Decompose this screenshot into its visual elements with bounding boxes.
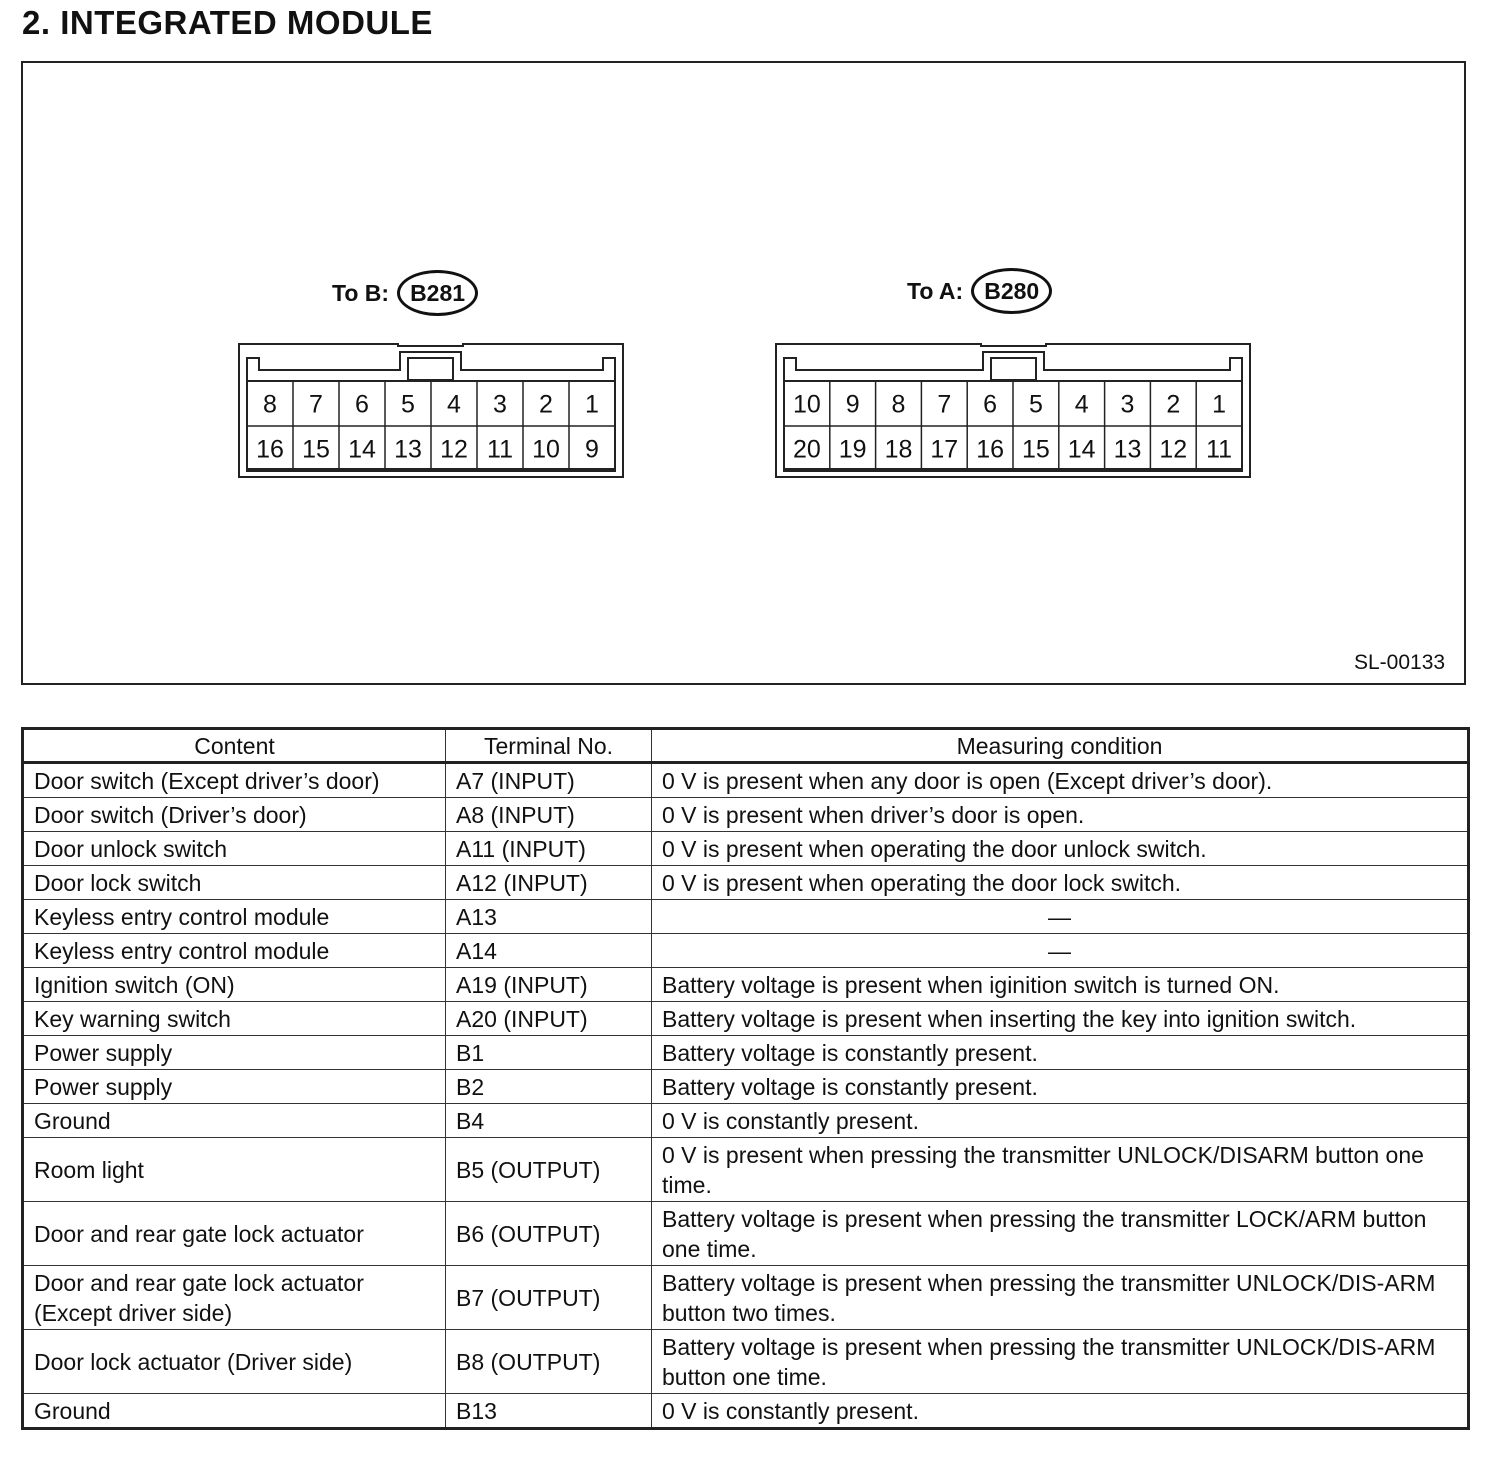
cell-terminal: A13 [446,900,652,934]
cell-terminal: B6 (OUTPUT) [446,1202,652,1266]
cell-condition: Battery voltage is present when iginition switch is turned ON. [652,968,1469,1002]
connector-b-code: B281 [397,270,478,316]
connector-b-latch [408,358,453,380]
connector-a-pin-number: 11 [1206,435,1233,464]
connector-b-pin-number: 3 [493,390,507,419]
cell-content: Power supply [23,1070,446,1104]
connector-a-pin-number: 7 [937,390,952,419]
cell-terminal: A20 (INPUT) [446,1002,652,1036]
cell-terminal: A19 (INPUT) [446,968,652,1002]
connector-a-pin-number: 6 [983,390,998,419]
connector-a-pin-number: 10 [792,390,821,419]
connector-b-pin-number: 5 [401,390,415,419]
connector-b-pin-number: 7 [309,390,323,419]
table-row [23,1002,1469,1036]
connector-b-prefix: To B: [332,279,390,306]
connector-a-pin-number: 17 [930,435,959,464]
table-row [23,1394,1469,1429]
table-row [23,934,1469,968]
cell-condition: 0 V is present when any door is open (Except driver’s door). [652,763,1469,798]
table-row [23,1266,1469,1330]
cell-terminal: B13 [446,1394,652,1429]
terminal-spec-table [21,727,1470,1430]
cell-content: Keyless entry control module [23,900,446,934]
connector-b-pin-number: 4 [447,390,461,419]
header-terminal-no: Terminal No. [446,729,652,763]
cell-terminal: A12 (INPUT) [446,866,652,900]
cell-condition: Battery voltage is present when pressing the transmitter UNLOCK/DIS-ARM button one time. [652,1330,1469,1394]
connector-a-pin-number: 13 [1113,435,1142,464]
cell-condition: 0 V is constantly present. [652,1394,1469,1429]
header-measuring-condition: Measuring condition [652,729,1469,763]
connector-b-pin-number: 2 [539,390,553,419]
table-row [23,1330,1469,1394]
connector-b-pin-number: 13 [394,435,422,464]
connector-a-housing [776,344,1250,477]
table-row [23,866,1469,900]
cell-content: Door switch (Except driver’s door) [23,763,446,798]
cell-condition: 0 V is present when driver’s door is open. [652,798,1469,832]
cell-terminal: A7 (INPUT) [446,763,652,798]
cell-condition: — [652,900,1469,934]
cell-condition: Battery voltage is constantly present. [652,1070,1469,1104]
table-row [23,1036,1469,1070]
cell-terminal: B2 [446,1070,652,1104]
cell-condition: Battery voltage is present when pressing the transmitter LOCK/ARM button one time. [652,1202,1469,1266]
cell-content: Room light [23,1138,446,1202]
cell-content: Door lock switch [23,866,446,900]
cell-content: Door and rear gate lock actuator (Except driver side) [23,1266,446,1330]
page-title: 2. INTEGRATED MODULE [22,4,433,41]
cell-terminal: B7 (OUTPUT) [446,1266,652,1330]
cell-content: Keyless entry control module [23,934,446,968]
cell-content: Door lock actuator (Driver side) [23,1330,446,1394]
cell-content: Key warning switch [23,1002,446,1036]
cell-condition: — [652,934,1469,968]
cell-content: Ground [23,1104,446,1138]
connector-a-pin-number: 12 [1159,435,1188,464]
connector-drawings [0,0,1504,700]
connector-a-pin-number: 15 [1021,435,1050,464]
cell-condition: Battery voltage is constantly present. [652,1036,1469,1070]
connector-a-code: B280 [971,268,1052,314]
connector-b-pin-number: 12 [440,435,468,464]
cell-content: Ground [23,1394,446,1429]
connector-a-pin-number: 1 [1212,390,1227,419]
connector-b-pin-number: 10 [532,435,560,464]
table-header-row [23,729,1469,763]
cell-content: Door switch (Driver’s door) [23,798,446,832]
cell-condition: 0 V is present when operating the door unlock switch. [652,832,1469,866]
connector-b-pin-number: 15 [302,435,330,464]
connector-b-pin-number: 14 [348,435,376,464]
cell-content: Power supply [23,1036,446,1070]
table-row [23,763,1469,798]
cell-content: Ignition switch (ON) [23,968,446,1002]
connector-b-pin-number: 6 [355,390,369,419]
cell-terminal: B4 [446,1104,652,1138]
connector-a-prefix: To A: [907,277,964,304]
cell-terminal: A11 (INPUT) [446,832,652,866]
cell-condition: Battery voltage is present when pressing the transmitter UNLOCK/DIS-ARM button two times. [652,1266,1469,1330]
connector-b-housing [239,344,623,477]
connector-a-pin-number: 4 [1074,390,1089,419]
connector-a-pin-number: 18 [884,435,913,464]
cell-terminal: B1 [446,1036,652,1070]
cell-terminal: B5 (OUTPUT) [446,1138,652,1202]
connector-a-pin-number: 3 [1120,390,1135,419]
table-row [23,968,1469,1002]
cell-content: Door and rear gate lock actuator [23,1202,446,1266]
connector-a-pin-number: 16 [976,435,1005,464]
cell-condition: Battery voltage is present when inserting the key into ignition switch. [652,1002,1469,1036]
cell-content: Door unlock switch [23,832,446,866]
table-row [23,832,1469,866]
cell-terminal: B8 (OUTPUT) [446,1330,652,1394]
connector-a-pin-number: 5 [1028,390,1043,419]
connector-a-pin-number: 19 [838,435,867,464]
connector-a-pin-number: 2 [1166,390,1181,419]
connector-a-pin-number: 9 [845,390,860,419]
table-row [23,1138,1469,1202]
connector-b-pin-number: 1 [585,390,599,419]
connector-b-pin-number: 8 [263,390,277,419]
cell-condition: 0 V is constantly present. [652,1104,1469,1138]
connector-a-pin-number: 14 [1067,435,1096,464]
table-row [23,1104,1469,1138]
cell-condition: 0 V is present when pressing the transmitter UNLOCK/DISARM button one time. [652,1138,1469,1202]
connector-b-pin-number: 11 [487,435,513,464]
table-row [23,900,1469,934]
connector-a-pin-number: 8 [891,390,906,419]
connector-b-pin-number: 9 [585,435,599,464]
cell-terminal: A8 (INPUT) [446,798,652,832]
table-row [23,1202,1469,1266]
connector-a-pin-number: 20 [792,435,821,464]
connector-a-latch [991,358,1036,380]
header-content: Content [23,729,446,763]
figure-id: SL-00133 [1354,651,1446,674]
cell-condition: 0 V is present when operating the door lock switch. [652,866,1469,900]
connector-b-pin-number: 16 [256,435,284,464]
cell-terminal: A14 [446,934,652,968]
table-row [23,1070,1469,1104]
table-row [23,798,1469,832]
